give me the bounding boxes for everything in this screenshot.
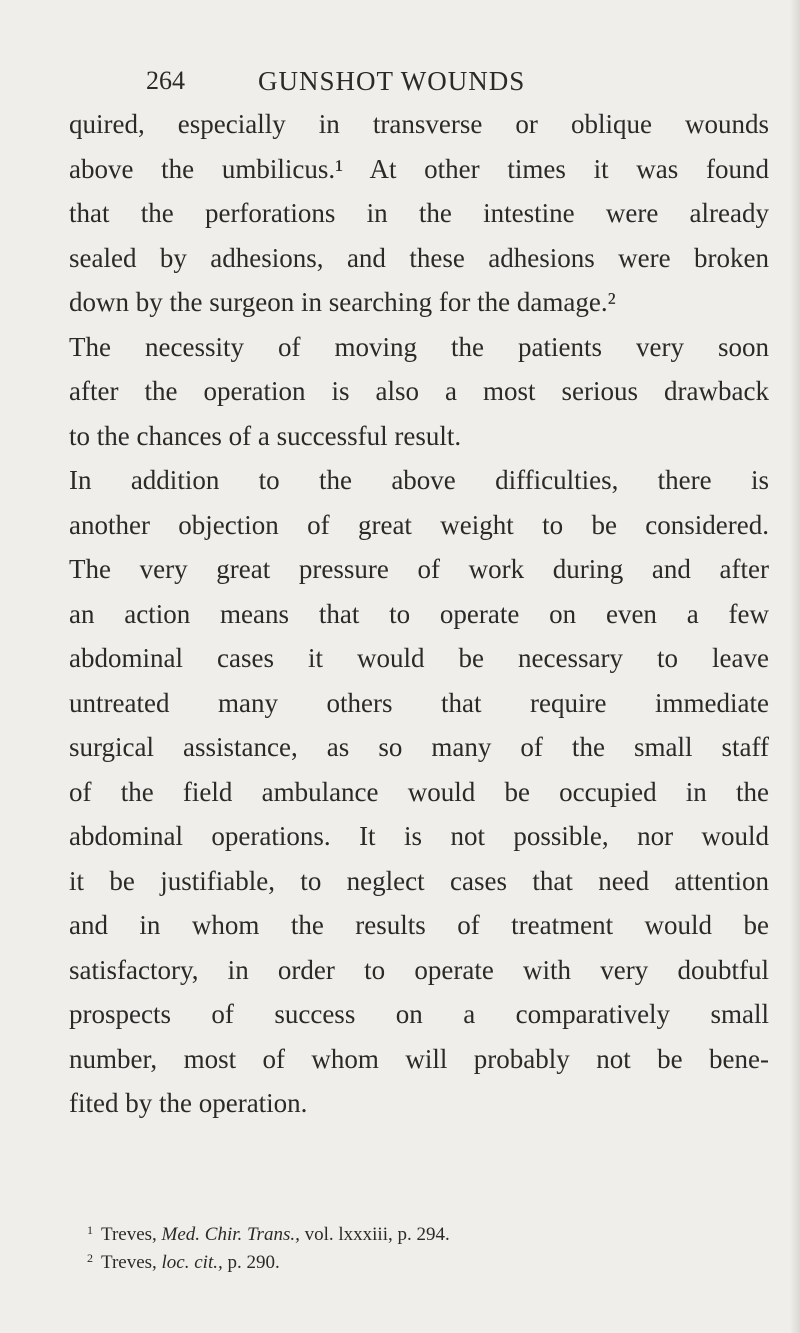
text-line: abdominal operations. It is not possible, nor would <box>69 821 769 851</box>
text-line: prospects of success on a comparatively small <box>69 999 769 1029</box>
page-edge-shadow <box>790 0 800 1333</box>
text-line: that the perforations in the intestine were already <box>69 198 769 228</box>
text-line: after the operation is also a most serious drawback <box>69 376 769 406</box>
text-line: surgical assistance, as so many of the small staff <box>69 732 769 762</box>
text-line: above the umbilicus.¹ At other times it was found <box>69 153 769 184</box>
footnote-marker: 1 <box>87 1223 93 1237</box>
text-line: untreated many others that require immediate <box>69 687 769 718</box>
text-line: number, most of whom will probably not be bene- <box>69 1043 769 1074</box>
text-line: satisfactory, in order to operate with very doubtful <box>69 954 769 985</box>
footnote <box>87 1244 727 1272</box>
text-line: it be justifiable, to neglect cases that need attention <box>69 865 769 896</box>
footnote-reference: vol. lxxxiii, p. 294. <box>304 1224 450 1245</box>
text-line: In addition to the above difficulties, there is <box>69 465 769 495</box>
running-head <box>0 66 800 106</box>
text-line: to the chances of a successful result. <box>69 420 462 451</box>
footnote-author: Treves, <box>101 1252 157 1273</box>
footnote-source: loc. cit., <box>161 1252 223 1273</box>
text-line: of the field ambulance would be occupied in the <box>69 776 769 807</box>
text-line: abdominal cases it would be necessary to leave <box>69 643 769 673</box>
text-line: sealed by adhesions, and these adhesions were broken <box>69 242 769 273</box>
text-line: quired, especially in transverse or oblique wounds <box>69 109 769 139</box>
running-title: GUNSHOT WOUNDS <box>258 66 526 96</box>
text-line: The very great pressure of work during and after <box>69 554 769 584</box>
footnote-author: Treves, <box>101 1224 157 1245</box>
body-text <box>69 102 769 1126</box>
text-line: another objection of great weight to be considered. <box>69 509 769 540</box>
page-number: 264 <box>146 66 185 95</box>
footnote-marker: 2 <box>87 1251 93 1265</box>
footnote-reference: p. 290. <box>227 1252 280 1273</box>
text-line: an action means that to operate on even a few <box>69 598 769 629</box>
text-line: and in whom the results of treatment would be <box>69 910 769 940</box>
text-line: fited by the operation. <box>69 1088 308 1118</box>
footnotes <box>87 1216 727 1272</box>
footnote <box>87 1216 727 1244</box>
footnote-source: Med. Chir. Trans., <box>161 1224 300 1245</box>
text-line: The necessity of moving the patients very soon <box>69 331 769 362</box>
text-line: down by the surgeon in searching for the damage.² <box>69 287 616 317</box>
